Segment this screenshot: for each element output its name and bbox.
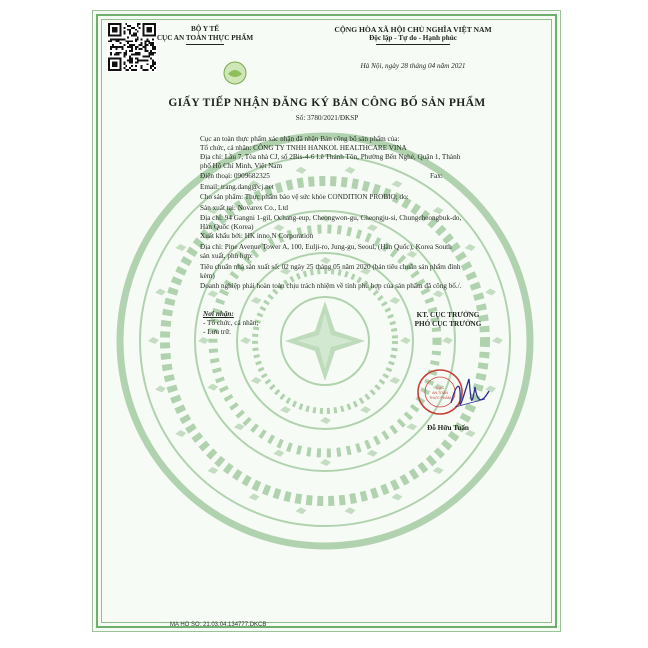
republic-name: CỘNG HÒA XÃ HỘI CHỦ NGHĨA VIỆT NAM bbox=[334, 25, 492, 34]
recipient-1: - Tổ chức, cá nhân; bbox=[203, 319, 259, 327]
place-date: Hà Nội, ngày 28 tháng 04 năm 2021 bbox=[360, 62, 466, 70]
motto-underline bbox=[376, 44, 450, 45]
maker-address-line-2: Hàn Quốc (Korea) bbox=[200, 223, 254, 231]
email: Email: trang.dang@cj.net bbox=[200, 183, 274, 191]
signer-name: Đỗ Hữu Tuấn bbox=[427, 424, 469, 432]
org-address-line-2: phố Hồ Chí Minh, Việt Nam bbox=[200, 162, 283, 170]
standard-line-2: kèm) bbox=[200, 272, 215, 280]
qr-code bbox=[107, 22, 157, 72]
handwritten-signature bbox=[445, 371, 495, 421]
recipients-label: Nơi nhận: bbox=[203, 310, 234, 318]
exporter-address-line-1: Địa chỉ: Pine Avenue Tower A, 100, Eulji-ro, Jung-gu, Seoul, (Hàn Quốc), Korea South bbox=[200, 243, 452, 251]
recipient-2: - Lưu trữ. bbox=[203, 328, 231, 336]
maker-address-line-1: Địa chỉ: 94 Gangni 1-gil, Ochang-eup, Cheongwon-gu, Cheongju-si, Chungcheongbuk-do, bbox=[200, 214, 462, 222]
signer-on-behalf: KT. CỤC TRƯỞNG bbox=[416, 311, 480, 319]
exporter-address-line-2: sản xuất, phù hợp: bbox=[200, 252, 253, 260]
signer-role: PHÓ CỤC TRƯỞNG bbox=[414, 320, 482, 328]
organization: Tổ chức, cá nhân: CÔNG TY TNHH HANKOL HEALTHCARE VINA bbox=[200, 144, 407, 152]
fax: Fax: bbox=[430, 172, 443, 180]
responsibility-line: Doanh nghiệp phải hoàn toàn chịu trách nhiệm về tính phù hợp của sản phẩm đã công bố./. bbox=[200, 282, 462, 290]
intro-line: Cục an toàn thực phẩm xác nhận đã nhận Bản công bố sản phẩm của: bbox=[200, 135, 400, 143]
certificate-document bbox=[92, 10, 561, 632]
agency-logo-icon bbox=[223, 61, 247, 85]
made-in: Sản xuất tại: Novarex Co., Ltd bbox=[200, 204, 289, 212]
ministry-name: BỘ Y TẾ bbox=[190, 25, 220, 33]
agency-underline bbox=[186, 44, 224, 45]
standard-line-1: Tiêu chuẩn nhà sản xuất số: 02 ngày 25 tháng 05 năm 2020 (bản tiêu chuẩn sản phẩm đính bbox=[200, 263, 461, 271]
product-line: Cho sản phẩm: Thực phẩm bảo vệ sức khỏe CONDITION PROBIO; do: bbox=[200, 193, 409, 201]
document-number: Số: 3780/2021/ĐKSP bbox=[295, 114, 359, 122]
national-motto: Độc lập - Tự do - Hạnh phúc bbox=[369, 34, 457, 42]
phone: Điện thoại: 0909682325 bbox=[200, 172, 270, 180]
svg-text:AN TOÀN: AN TOÀN bbox=[432, 391, 448, 395]
exporter: Xuất khẩu bởi: HK inno.N Corporation bbox=[200, 232, 314, 240]
svg-text:THỰC PHẨM: THỰC PHẨM bbox=[429, 396, 451, 400]
org-address-line-1: Địa chỉ: Lầu 7, Tòa nhà CJ, số 2Bis-4-6 Lê Thánh Tôn, Phường Bến Nghé, Quận 1, Thành bbox=[200, 153, 461, 161]
svg-text:CỤC: CỤC bbox=[435, 385, 445, 390]
document-title: GIẤY TIẾP NHẬN ĐĂNG KÝ BẢN CÔNG BỐ SẢN PHẨM bbox=[168, 97, 486, 109]
dossier-code: MA HO SO: 21.03.04.134777.DKCB bbox=[170, 622, 267, 628]
agency-name: CỤC AN TOÀN THỰC PHẨM bbox=[156, 34, 254, 42]
